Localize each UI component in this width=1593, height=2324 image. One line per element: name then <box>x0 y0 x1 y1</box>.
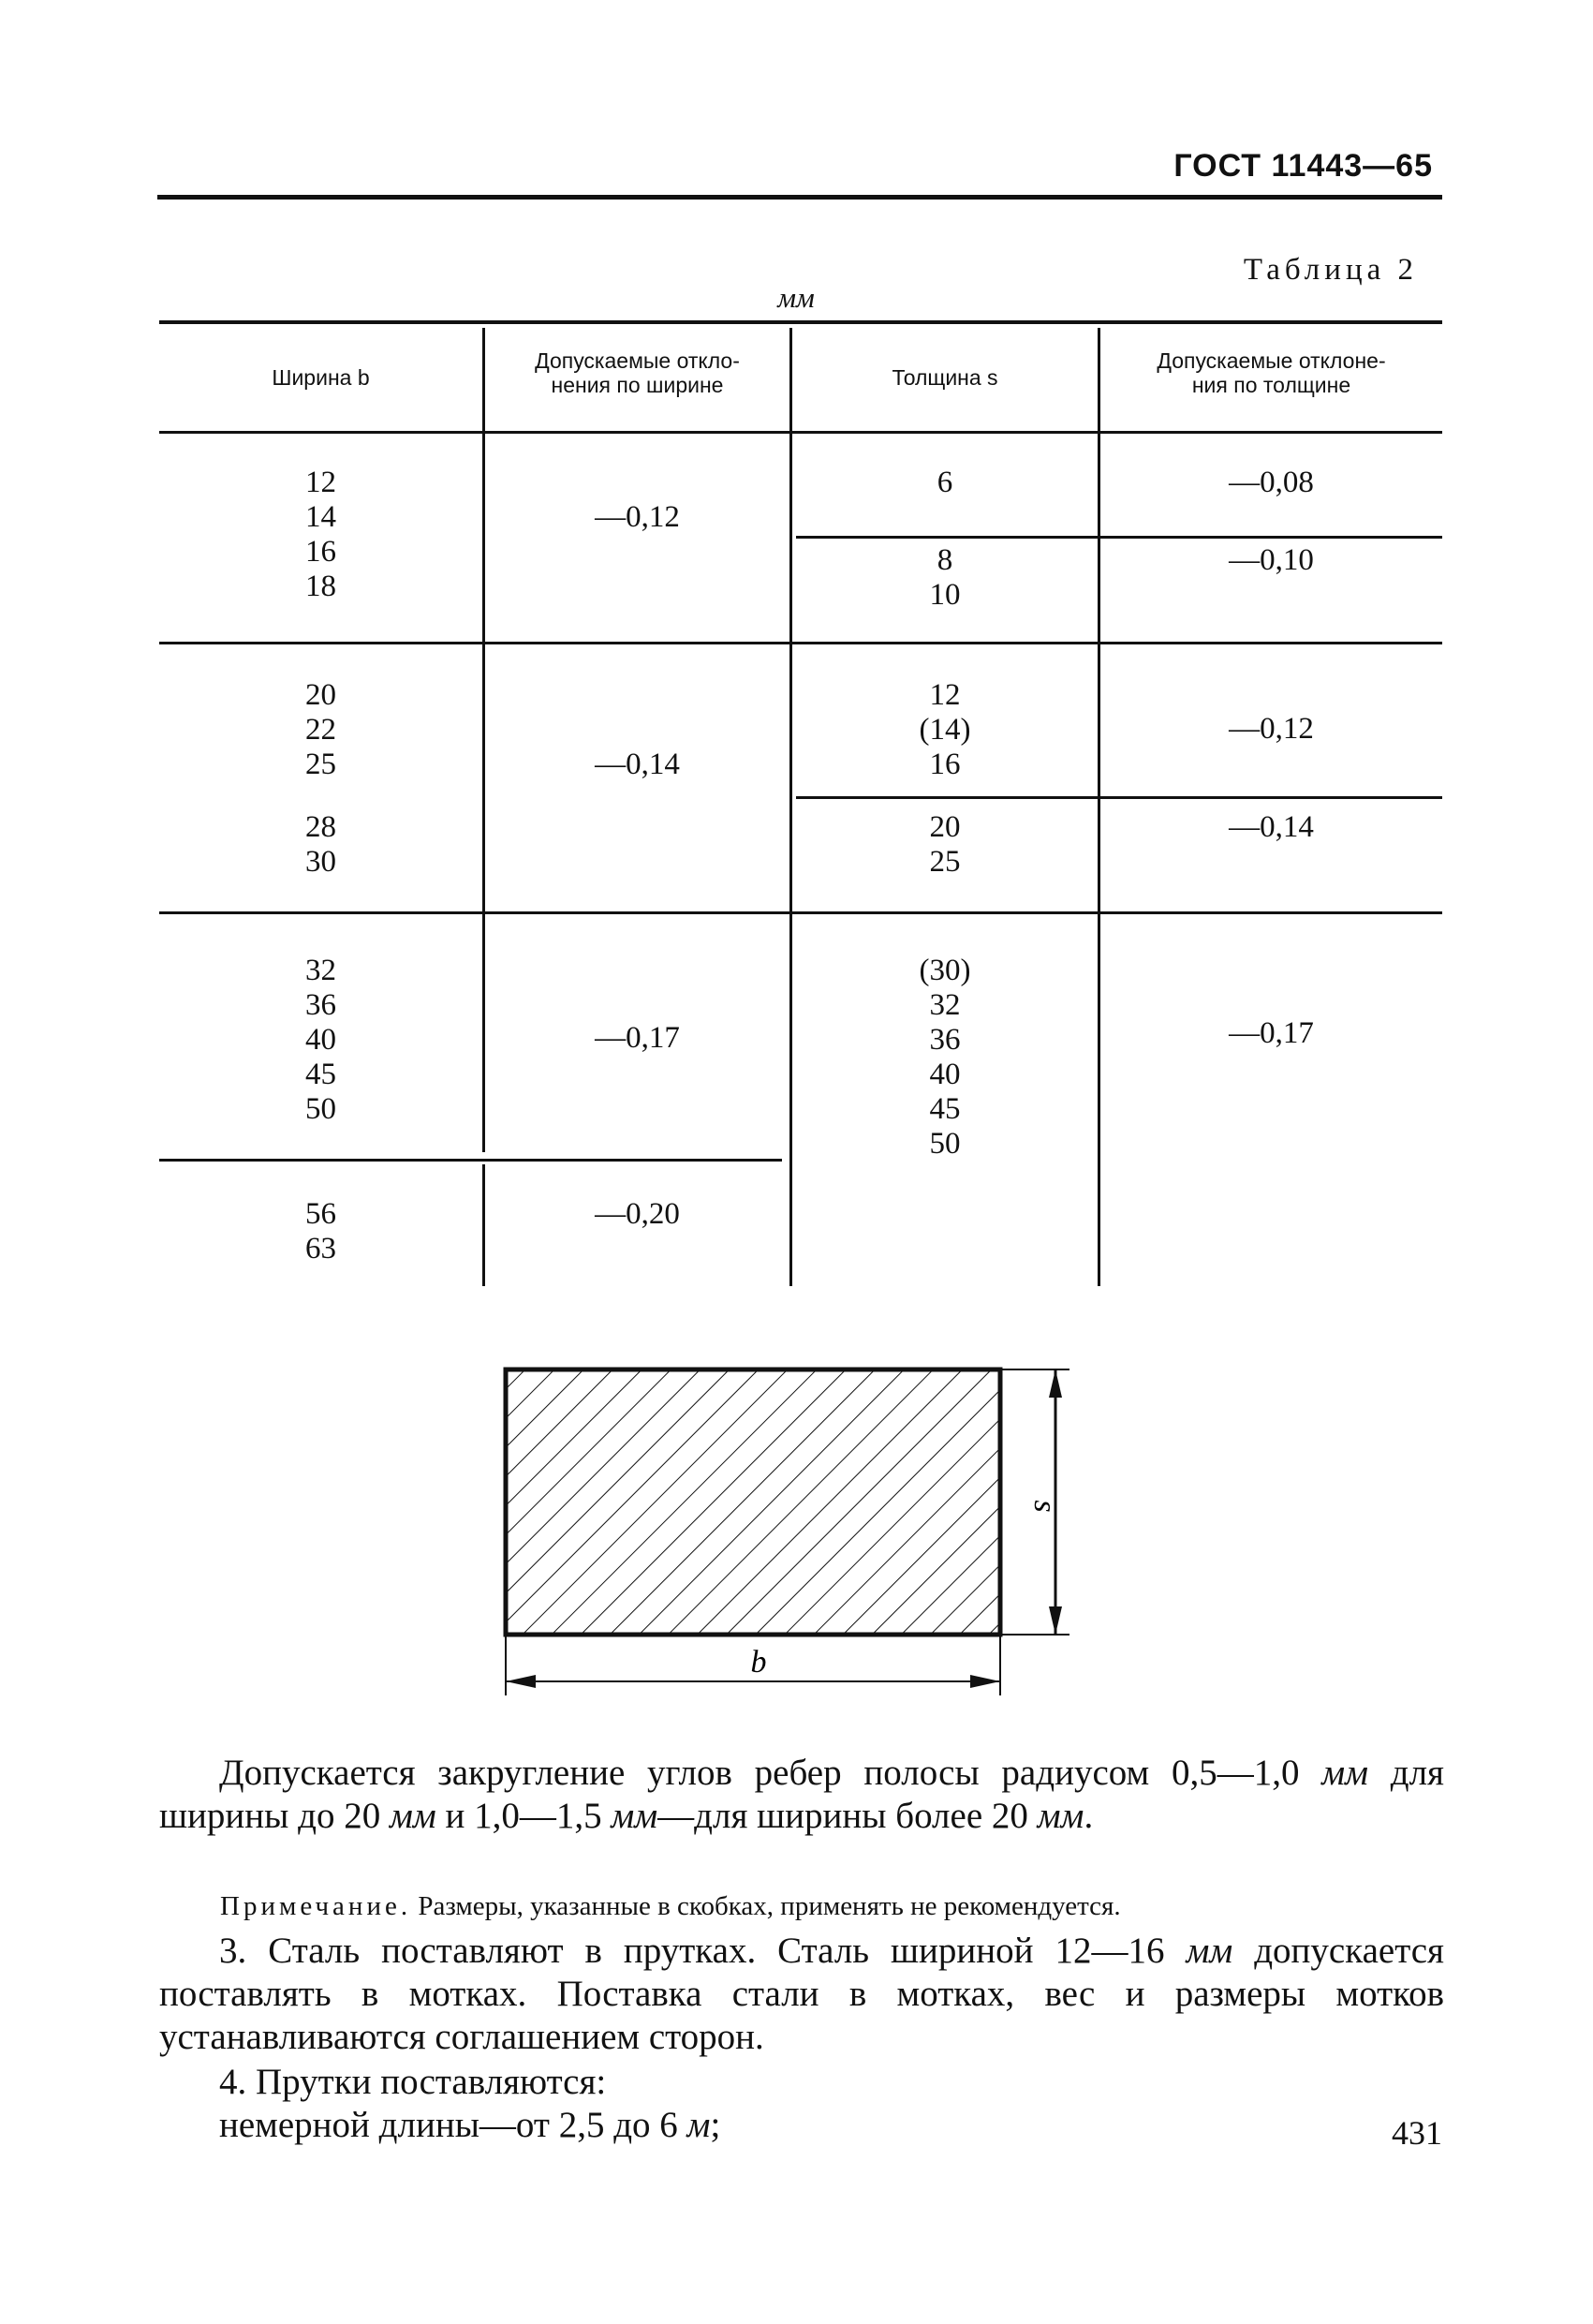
width-value: 25 <box>305 748 336 781</box>
thickness-value: 36 <box>929 1023 961 1057</box>
thickness-value: 6 <box>937 466 953 499</box>
table-top-rule <box>159 320 1442 324</box>
note <box>220 1890 1447 1922</box>
col-head-thickness-dev <box>1100 348 1442 397</box>
width-value: 30 <box>305 845 336 879</box>
thickness-value: (14) <box>919 713 971 747</box>
group1-thickness-dev-a: —0,08 <box>1229 466 1314 499</box>
unit: мм <box>389 1796 436 1836</box>
unit: м <box>686 2105 711 2145</box>
col-head-thickness-dev-line1: Допускаемые отклоне- <box>1157 348 1386 373</box>
col-head-width-dev <box>485 348 789 397</box>
group1-widths <box>159 466 482 604</box>
width-value: 32 <box>305 954 336 987</box>
para1-part4: —для ширины более 20 <box>657 1796 1038 1836</box>
thickness-value: 40 <box>929 1058 961 1091</box>
header-rule <box>157 195 1442 200</box>
paragraph-4: 4. Прутки поставляются: <box>219 2062 607 2102</box>
note-label: Примечание. <box>220 1891 412 1921</box>
unit: мм <box>611 1796 658 1836</box>
para1-part2: для ширины до 20 <box>159 1753 1444 1836</box>
para1-end: . <box>1084 1796 1094 1836</box>
standard-code: ГОСТ 11443—65 <box>1173 148 1433 184</box>
unit: мм <box>1321 1753 1368 1793</box>
note-text: Размеры, указанные в скобках, применять не рекомендуется. <box>411 1891 1121 1921</box>
table-unit: мм <box>777 281 815 314</box>
col-head-width-dev-line1: Допускаемые откло- <box>535 348 740 373</box>
width-value: 45 <box>305 1058 336 1091</box>
group2-thickness-dev-a: —0,12 <box>1229 712 1314 746</box>
group2-thickness-a <box>792 678 1098 782</box>
width-value: 63 <box>305 1232 336 1266</box>
width-value: 36 <box>305 988 336 1022</box>
para5-end: ; <box>710 2105 721 2145</box>
width-value: 12 <box>305 466 336 499</box>
thickness-value: 16 <box>929 748 961 781</box>
subgroup-rule-thickness-2 <box>796 796 1442 799</box>
group3-thickness-dev: —0,17 <box>1229 1016 1314 1050</box>
label-b: b <box>750 1645 767 1680</box>
thickness-value: 32 <box>929 988 961 1022</box>
label-s: s <box>1027 1500 1062 1513</box>
width-value: 56 <box>305 1197 336 1231</box>
width-value: 14 <box>305 500 336 534</box>
group3-widths-extra <box>159 1197 482 1266</box>
paragraph-5 <box>219 2104 1249 2147</box>
thickness-value: (30) <box>919 954 971 987</box>
width-value: 50 <box>305 1092 336 1126</box>
para3-part2: допускается поставлять в мотках. Поставка стали в мотках, вес и размеры мотков устанавливаются соглашением сторон. <box>159 1931 1444 2057</box>
width-value: 20 <box>305 678 336 712</box>
col-head-width-dev-line2: нения по ширине <box>551 373 724 397</box>
s-arrow-top <box>1049 1369 1062 1398</box>
b-arrow-right <box>970 1675 1000 1688</box>
group1-thickness-b <box>792 543 1098 613</box>
group2-widths <box>159 678 482 880</box>
thickness-value: 25 <box>929 845 961 879</box>
paragraph-rounding <box>159 1752 1444 1838</box>
para1-part1: Допускается закругление углов ребер полосы радиусом 0,5—1,0 <box>219 1753 1322 1793</box>
s-arrow-bottom <box>1049 1606 1062 1635</box>
unit: мм <box>1037 1796 1084 1836</box>
group3-width-dev: —0,17 <box>595 1021 680 1055</box>
paragraph-3 <box>159 1930 1444 2059</box>
table-header-rule <box>159 431 1442 434</box>
thickness-value: 10 <box>929 578 961 612</box>
subgroup-rule-thickness-1 <box>796 536 1442 539</box>
group-rule-2 <box>159 911 1442 914</box>
unit: мм <box>1186 1931 1233 1971</box>
group1-thickness-a <box>792 466 1098 500</box>
subgroup-rule-width <box>159 1159 782 1162</box>
col-head-width-text: Ширина b <box>272 365 370 390</box>
thickness-value: 45 <box>929 1092 961 1126</box>
width-value: 40 <box>305 1023 336 1057</box>
group2-thickness-b <box>792 810 1098 880</box>
width-value: 16 <box>305 535 336 569</box>
col-head-thickness-text: Толщина s <box>892 365 998 390</box>
thickness-value: 50 <box>929 1127 961 1161</box>
width-value: 18 <box>305 570 336 603</box>
col-head-thickness-dev-line2: ния по толщине <box>1191 373 1351 397</box>
col-head-thickness <box>792 365 1098 390</box>
para1-part3: и 1,0—1,5 <box>435 1796 612 1836</box>
group1-width-dev: —0,12 <box>595 500 680 534</box>
group2-thickness-dev-b: —0,14 <box>1229 810 1314 844</box>
para3-part1: 3. Сталь поставляют в прутках. Сталь шириной 12—16 <box>219 1931 1187 1971</box>
group3-widths <box>159 954 482 1127</box>
group2-width-dev: —0,14 <box>595 748 680 781</box>
width-value: 28 <box>305 810 336 844</box>
b-arrow-left <box>506 1675 536 1688</box>
group3-thickness <box>792 954 1098 1162</box>
section-hatched-rect <box>506 1369 1000 1635</box>
table-title: Таблица 2 <box>1243 253 1418 287</box>
group1-thickness-dev-b: —0,10 <box>1229 543 1314 577</box>
thickness-value: 20 <box>929 810 961 844</box>
page-number: 431 <box>1392 2114 1442 2152</box>
group-rule-1 <box>159 642 1442 644</box>
thickness-value: 8 <box>937 543 953 577</box>
thickness-value: 12 <box>929 678 961 712</box>
group3-width-dev-extra: —0,20 <box>595 1197 680 1231</box>
col-head-width <box>159 365 482 390</box>
cross-section-figure <box>487 1349 1086 1714</box>
para5-part1: немерной длины—от 2,5 до 6 <box>219 2105 687 2145</box>
width-value: 22 <box>305 713 336 747</box>
